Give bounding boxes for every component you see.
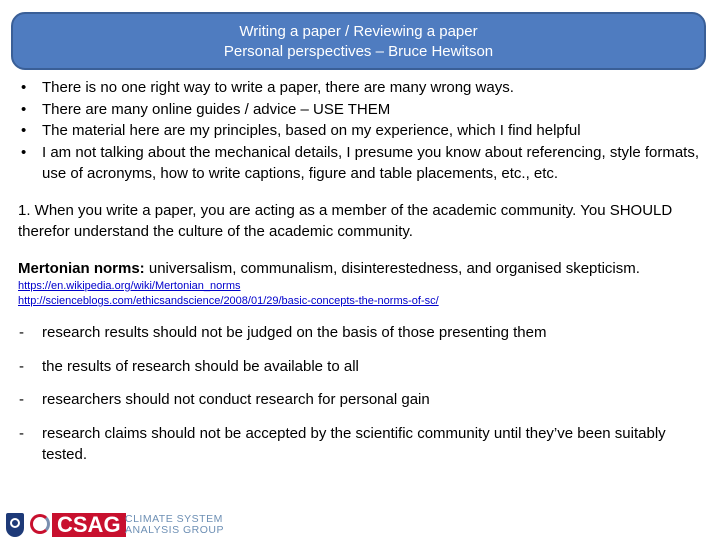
csag-org-name: CLIMATE SYSTEM ANALYSIS GROUP xyxy=(125,513,224,536)
norm-item: - the results of research should be available to all xyxy=(18,356,708,378)
university-crest-icon xyxy=(6,513,24,537)
slide-subtitle: Personal perspectives – Bruce Hewitson xyxy=(223,43,494,60)
bullet-icon: • xyxy=(21,143,27,161)
bullet-icon: • xyxy=(21,100,27,118)
slide-title-box xyxy=(11,12,706,70)
bullet-icon: • xyxy=(21,122,27,139)
bullet-item: • I am not talking about the mechanical details, I presume you know about referencing, style formats, use of acronyms, how to write captions, figure and table placements, etc., etc. xyxy=(21,143,700,182)
norm-item: - research results should not be judged on the basis of those presenting them xyxy=(18,322,708,344)
footer-logos xyxy=(0,510,240,540)
norm-item: - research claims should not be accepted by the scientific community until they’ve been suitably tested. xyxy=(19,424,666,463)
csag-logo: CSAG xyxy=(52,513,126,537)
mertonian-norms-text: universalism, communalism, disinterestedness, and organised skepticism. xyxy=(144,259,640,277)
wikipedia-link[interactable]: https://en.wikipedia.org/wiki/Mertonian_norms xyxy=(18,280,241,292)
bullet-list xyxy=(18,77,708,185)
dash-icon: - xyxy=(19,324,24,341)
bullet-item: • There is no one right way to write a paper, there are many wrong ways. xyxy=(18,77,708,99)
norms-list xyxy=(18,322,708,466)
bullet-item: • There are many online guides / advice – USE THEM xyxy=(18,99,708,121)
slide-content xyxy=(18,77,708,478)
bullet-item: • The material here are my principles, based on my experience, which I find helpful xyxy=(18,120,708,142)
paragraph-academic-community: 1. When you write a paper, you are acting as a member of the academic community. You SHOULD therefor understand the culture of the academic community. xyxy=(18,201,673,240)
slide-title: Writing a paper / Reviewing a paper xyxy=(239,23,478,40)
norm-item: - researchers should not conduct research for personal gain xyxy=(18,389,708,411)
mertonian-norms xyxy=(18,258,708,280)
dash-icon: - xyxy=(19,391,24,408)
bullet-icon: • xyxy=(21,79,27,96)
dash-icon: - xyxy=(19,357,24,375)
spiral-logo-icon xyxy=(30,514,50,534)
dash-icon: - xyxy=(19,424,24,442)
scienceblogs-link[interactable]: http://scienceblogs.com/ethicsandscience/2008/01/29/basic-concepts-the-norms-of-sc/ xyxy=(18,295,439,307)
mertonian-norms-label: Mertonian norms: xyxy=(18,259,145,277)
